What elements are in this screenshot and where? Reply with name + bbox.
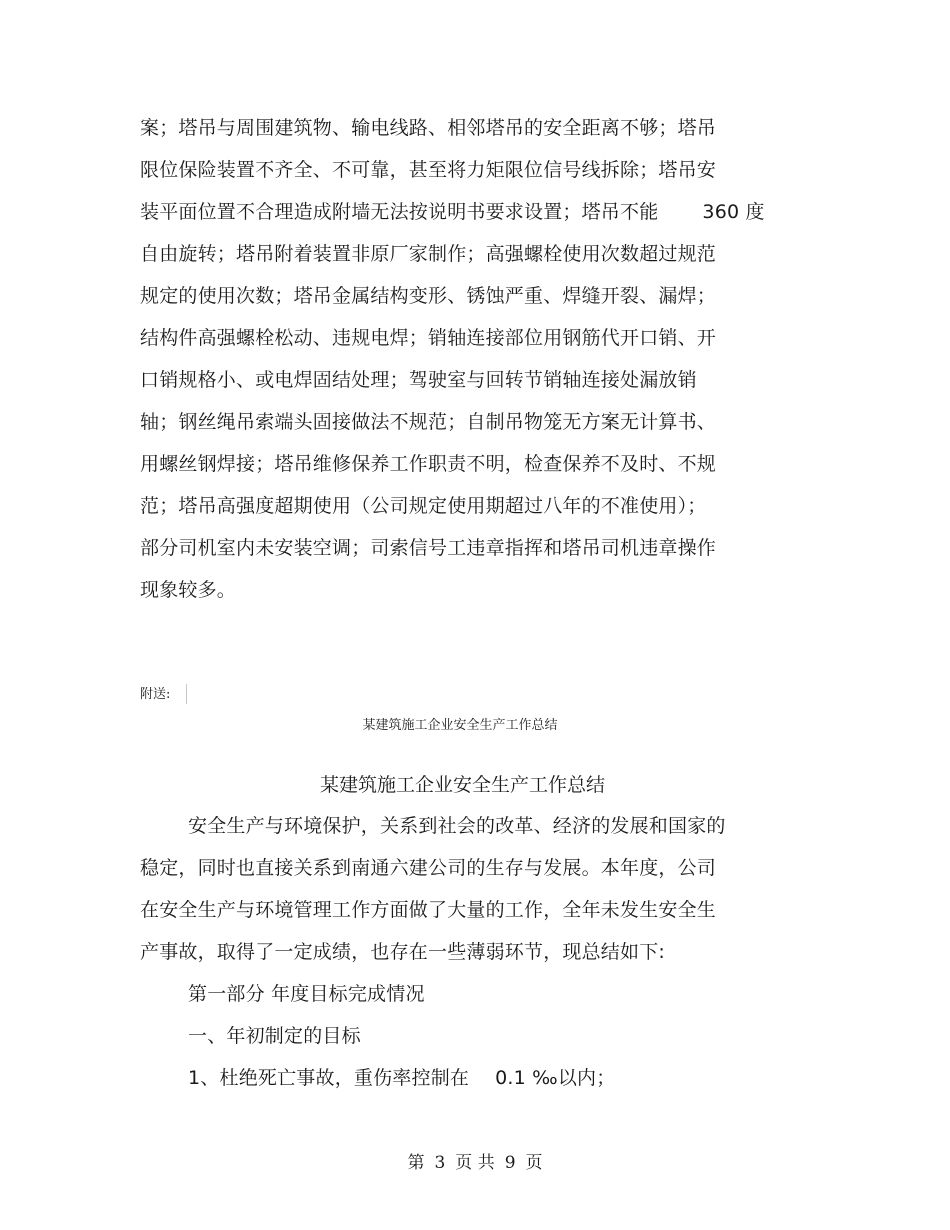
body-line: 安全生产与环境保护，关系到社会的改革、经济的发展和国家的 xyxy=(188,815,726,837)
body-line-with-number xyxy=(140,200,765,224)
body-line: 自由旋转；塔吊附着装置非原厂家制作；高强螺栓使用次数超过规范 xyxy=(140,243,717,265)
body-line: 用螺丝钢焊接；塔吊维修保养工作职责不明，检查保养不及时、不规 xyxy=(140,453,717,475)
body-line: 稳定，同时也直接关系到南通六建公司的生存与发展。本年度，公司 xyxy=(140,857,717,879)
body-line: 产事故，取得了一定成绩，也存在一些薄弱环节，现总结如下: xyxy=(140,941,666,963)
document-title: 某建筑施工企业安全生产工作总结 xyxy=(319,774,605,796)
page-footer xyxy=(0,1152,950,1174)
list-item-text: 1、杜绝死亡事故，重伤率控制在 xyxy=(188,1067,470,1089)
list-item xyxy=(188,1066,615,1090)
rotation-degree: 360 度 xyxy=(702,201,765,223)
footer-mid: 页 共 xyxy=(455,1153,495,1173)
body-line: 范；塔吊高强度超期使用（公司规定使用期超过八年的不准使用）； xyxy=(140,495,707,517)
appendix-small-title: 某建筑施工企业安全生产工作总结 xyxy=(362,718,558,733)
body-line: 限位保险装置不齐全、不可靠，甚至将力矩限位信号线拆除；塔吊安 xyxy=(140,159,717,181)
body-line: 口销规格小、或电焊固结处理；驾驶室与回转节销轴连接处漏放销 xyxy=(140,369,697,391)
body-line: 轴；钢丝绳吊索端头固接做法不规范；自制吊物笼无方案无计算书、 xyxy=(140,411,717,433)
body-line: 在安全生产与环境管理工作方面做了大量的工作，全年未发生安全生 xyxy=(140,899,717,921)
appendix-label: 附送: xyxy=(140,687,171,702)
body-line-text: 装平面位置不合理造成附墙无法按说明书要求设置；塔吊不能 xyxy=(140,201,659,223)
current-page-number: 3 xyxy=(434,1153,446,1173)
body-line: 案；塔吊与周围建筑物、输电线路、相邻塔吊的安全距离不够；塔吊 xyxy=(140,117,717,139)
subsection-heading: 一、年初制定的目标 xyxy=(188,1025,361,1047)
body-line: 现象较多。 xyxy=(140,579,237,601)
total-page-count: 9 xyxy=(504,1153,516,1173)
body-line: 规定的使用次数；塔吊金属结构变形、锈蚀严重、焊缝开裂、漏焊； xyxy=(140,285,717,307)
footer-prefix: 第 xyxy=(407,1153,425,1173)
appendix-divider xyxy=(186,684,187,704)
injury-rate-value: 0.1 ‰以内； xyxy=(495,1067,616,1089)
footer-suffix: 页 xyxy=(525,1153,543,1173)
section-heading: 第一部分 年度目标完成情况 xyxy=(188,983,425,1005)
body-line: 部分司机室内未安装空调；司索信号工违章指挥和塔吊司机违章操作 xyxy=(140,537,717,559)
body-line: 结构件高强螺栓松动、违规电焊；销轴连接部位用钢筋代开口销、开 xyxy=(140,327,717,349)
